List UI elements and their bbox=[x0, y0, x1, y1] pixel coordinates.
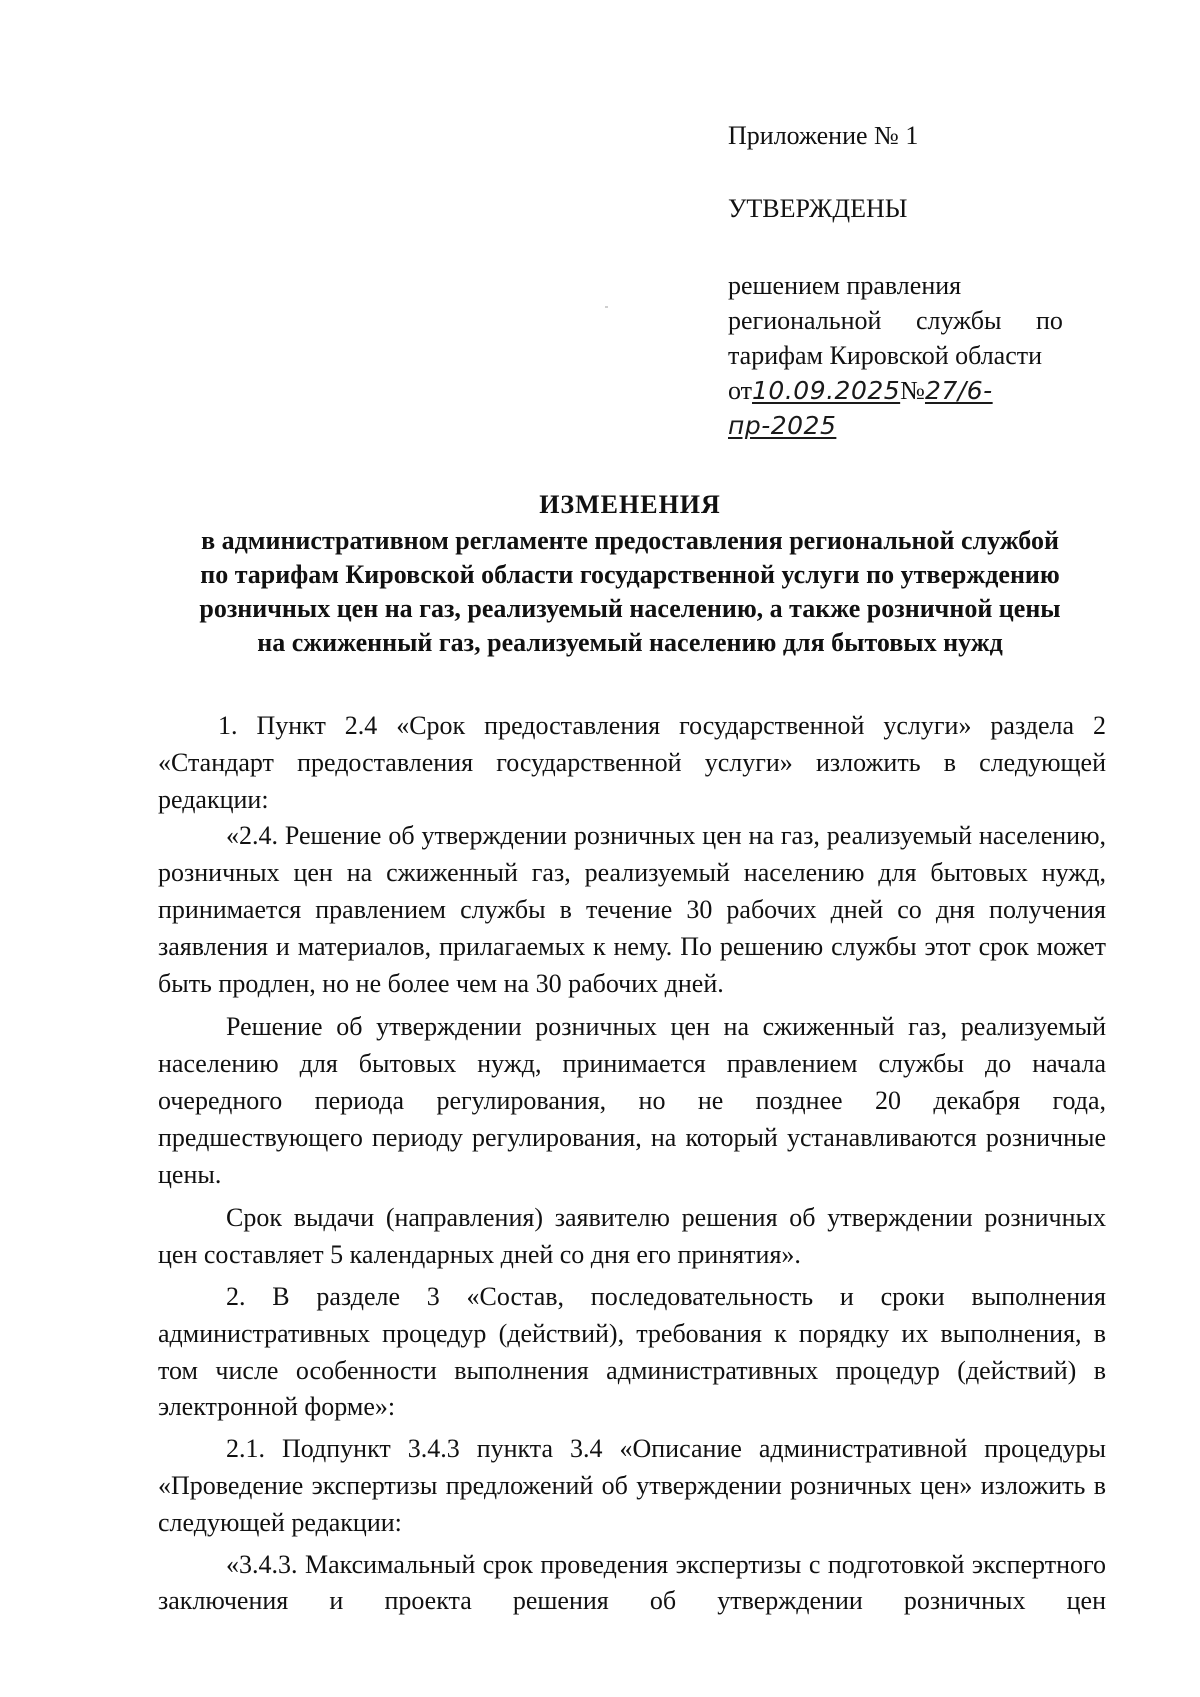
title-line-4: на сжиженный газ, реализуемый населению для бытовых нужд bbox=[257, 628, 1003, 657]
handwritten-number: 27/6-пр-2025 bbox=[728, 376, 993, 440]
decision-reference bbox=[728, 268, 1094, 443]
decision-line-2 bbox=[728, 303, 1094, 338]
number-prefix: № bbox=[900, 376, 925, 405]
document-body bbox=[158, 708, 1106, 1620]
paragraph-3: Решение об утверждении розничных цен на сжиженный газ, реализуемый населению для бытовых нужд, принимается правлением службы до начала очередного периода регулирования, но не позднее 20 декабря года, предшествующего периоду регулирования, на который устанавливаются розничные цены. bbox=[158, 1012, 1106, 1189]
decision-line-2-text: региональной службы по bbox=[728, 306, 1063, 335]
decision-line-3: тарифам Кировской области bbox=[728, 341, 1043, 370]
date-number-line bbox=[728, 373, 1094, 443]
title-line-2: по тарифам Кировской области государственной услуги по утверждению bbox=[200, 560, 1060, 589]
decision-line-1: решением правления bbox=[728, 271, 962, 300]
paragraph-1: 1. Пункт 2.4 «Срок предоставления государственной услуги» раздела 2 «Стандарт предоставления государственной услуги» изложить в следующей редакции: bbox=[158, 711, 1106, 814]
appendix-header bbox=[728, 118, 1128, 443]
approved-label: УТВЕРЖДЕНЫ bbox=[728, 194, 908, 223]
paragraph-7: «3.4.3. Максимальный срок проведения экспертизы с подготовкой экспертного заключения и проекта решения об утверждении розничных цен bbox=[158, 1549, 1106, 1616]
title-line-3: розничных цен на газ, реализуемый населению, а также розничной цены bbox=[199, 594, 1061, 623]
paragraph-6: 2.1. Подпункт 3.4.3 пункта 3.4 «Описание административной процедуры «Проведение экспертизы предложений об утверждении розничных цен» изложить в следующей редакции: bbox=[158, 1434, 1106, 1537]
paragraph-5: 2. В разделе 3 «Состав, последовательность и сроки выполнения административных процедур (действий), требования к порядку их выполнения, в том числе особенности выполнения административных процедур (действий) в электронной форме»: bbox=[158, 1281, 1106, 1422]
title-main: ИЗМЕНЕНИЯ bbox=[539, 490, 721, 519]
handwritten-date: 10.09.2025 bbox=[752, 376, 901, 405]
scan-speck bbox=[605, 306, 608, 308]
appendix-number: Приложение № 1 bbox=[728, 121, 919, 150]
paragraph-2: «2.4. Решение об утверждении розничных цен на газ, реализуемый населению, розничных цен на сжиженный газ, реализуемый населению для бытовых нужд, принимается правлением службы в течение 30 рабочих дней со дня получения заявления и материалов, прилагаемых к нему. По решению службы этот срок может быть продлен, но не более чем на 30 рабочих дней. bbox=[158, 821, 1106, 998]
paragraph-4: Срок выдачи (направления) заявителю решения об утверждении розничных цен составляет 5 календарных дней со дня его принятия». bbox=[158, 1203, 1106, 1270]
date-prefix: от bbox=[728, 376, 753, 405]
document-title bbox=[140, 488, 1120, 660]
title-line-1: в административном регламенте предоставления региональной службой bbox=[201, 526, 1059, 555]
